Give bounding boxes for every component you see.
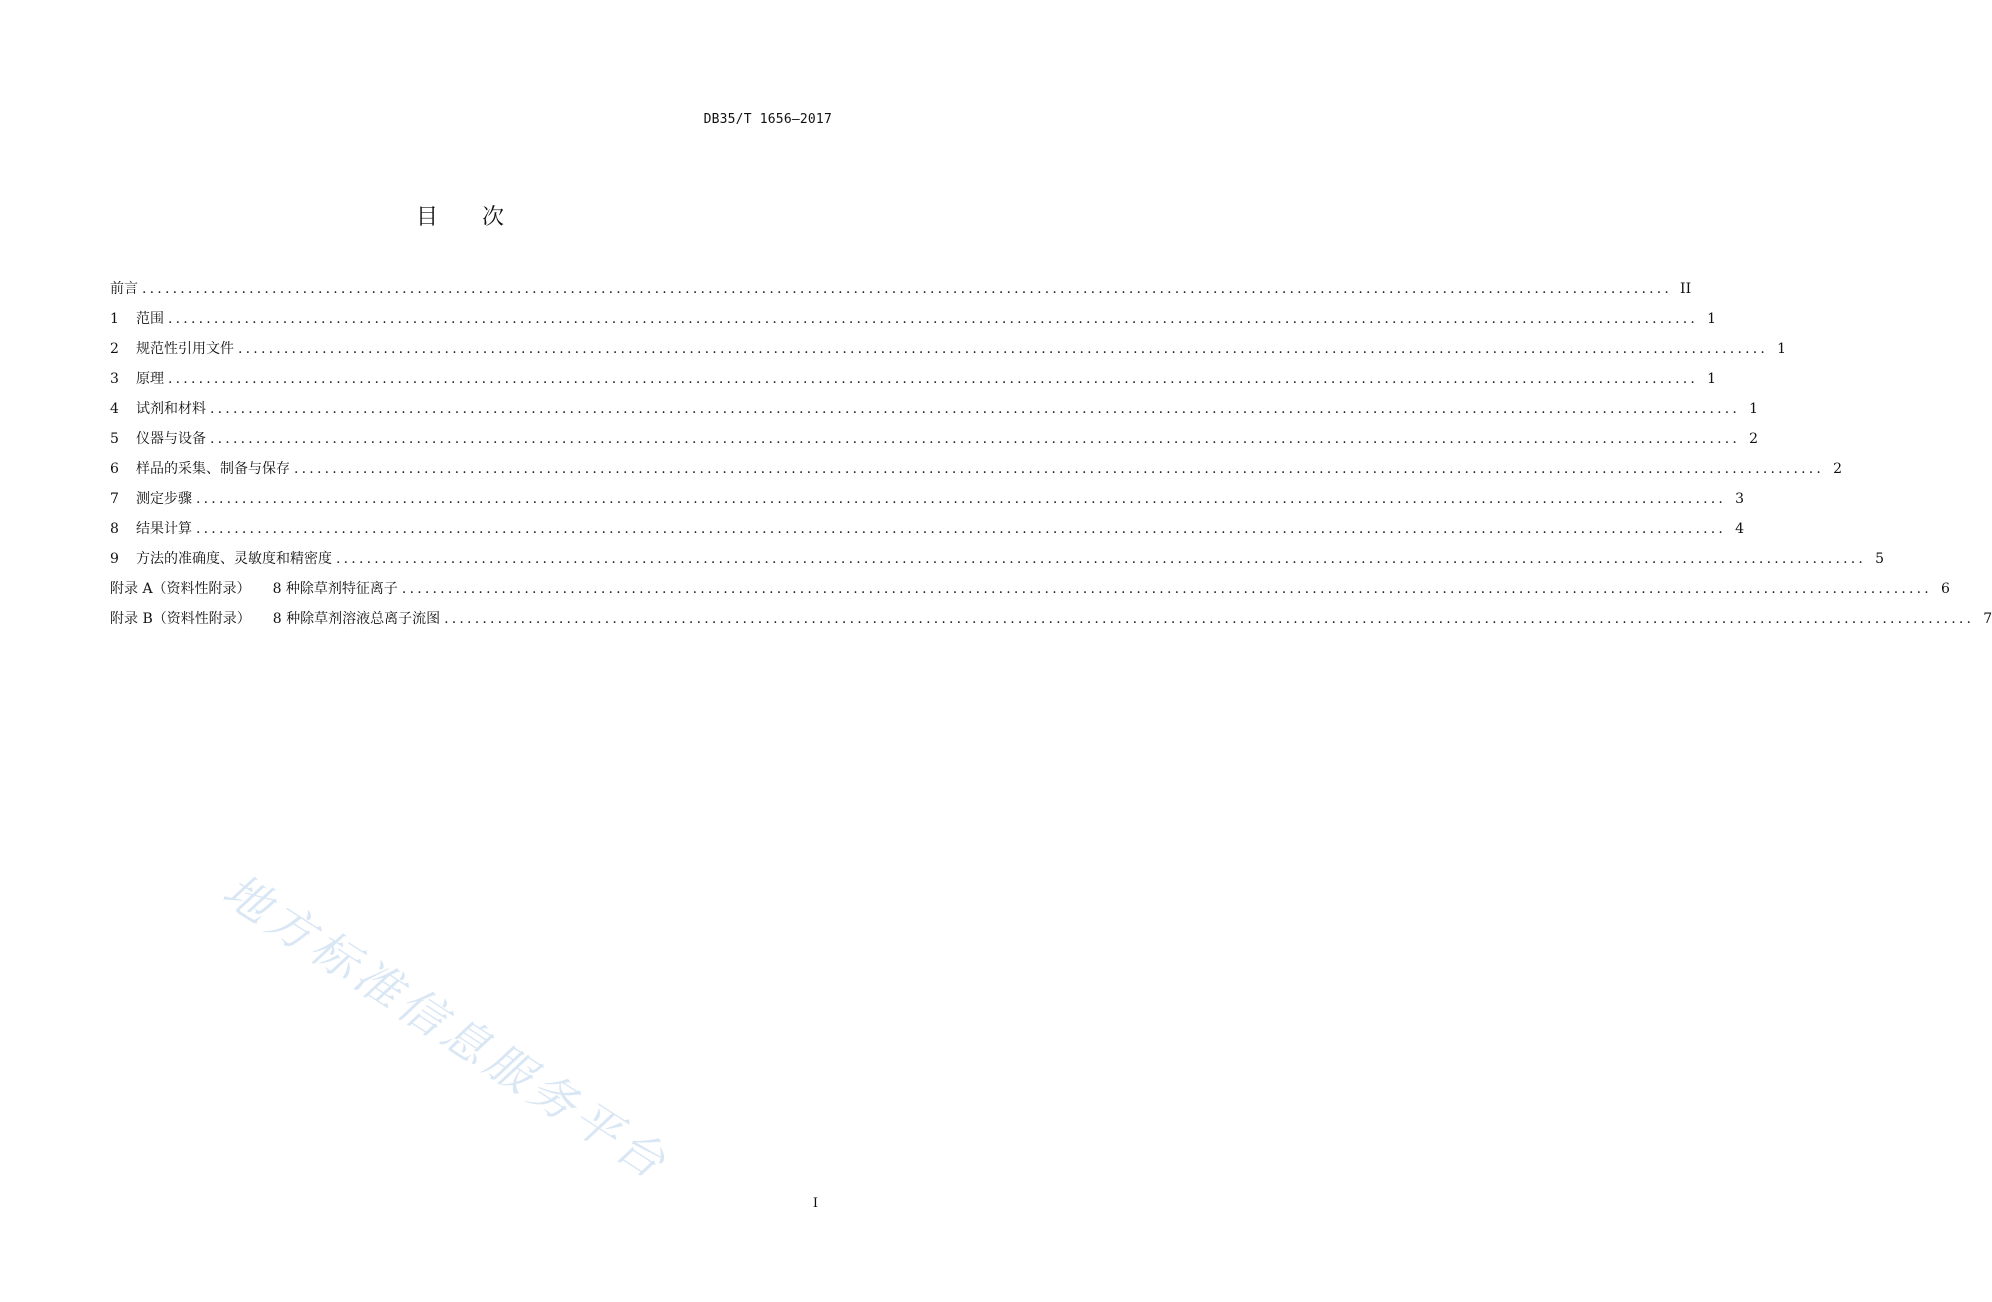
toc-entry-page: 1 <box>1749 401 1759 417</box>
toc-entry-annex-a[interactable] <box>110 578 1950 608</box>
toc-entry-label: 测定步骤 <box>136 491 192 507</box>
toc-entry-page: 1 <box>1707 311 1717 327</box>
toc-entry-normative-references[interactable] <box>110 338 1787 368</box>
toc-entry-number: 5 <box>110 431 119 447</box>
toc-title-part1: 目 <box>415 205 438 230</box>
toc-leader-dots: ........................................................................................................................................................................................................ <box>444 611 1975 627</box>
toc-title <box>0 200 920 231</box>
toc-entry-number: 4 <box>110 401 119 417</box>
page-number: I <box>812 1196 818 1211</box>
annex-title: 8 种除草剂溶液总离子流图 <box>272 611 441 627</box>
toc-entry-principle[interactable] <box>110 368 1717 398</box>
toc-leader-dots: ........................................................................................................................................................................................................ <box>142 281 1673 297</box>
toc-leader-dots: ........................................................................................................................................................................................................ <box>238 341 1769 357</box>
toc-entry-label: 方法的准确度、灵敏度和精密度 <box>136 551 332 567</box>
toc-entry-label: 前言 <box>110 281 138 297</box>
toc-leader-dots: ........................................................................................................................................................................................................ <box>168 371 1699 387</box>
toc-entry-number: 3 <box>110 371 119 387</box>
toc-entry-label: 试剂和材料 <box>136 401 206 417</box>
toc-leader-dots: ........................................................................................................................................................................................................ <box>196 491 1727 507</box>
toc-entry-label: 结果计算 <box>136 521 192 537</box>
toc-entry-sampling[interactable] <box>110 458 1843 488</box>
toc-entry-label <box>110 578 398 598</box>
toc-leader-dots: ........................................................................................................................................................................................................ <box>210 401 1741 417</box>
toc-entry-label: 范围 <box>136 311 164 327</box>
toc-entry-accuracy[interactable] <box>110 548 1885 578</box>
toc-entry-page: 7 <box>1983 611 1992 627</box>
toc-entry-label: 规范性引用文件 <box>136 341 234 357</box>
toc-leader-dots: ........................................................................................................................................................................................................ <box>401 581 1932 597</box>
toc-leader-dots: ........................................................................................................................................................................................................ <box>210 431 1741 447</box>
toc-entry-calculation[interactable] <box>110 518 1745 548</box>
toc-entry-number: 9 <box>110 551 119 567</box>
toc-entry-label: 原理 <box>136 371 164 387</box>
document-code: DB35/T 1656—2017 <box>703 112 832 127</box>
annex-title: 8 种除草剂特征离子 <box>272 581 398 597</box>
toc-entry-annex-b[interactable] <box>110 608 1992 638</box>
toc-entry-foreword[interactable] <box>110 278 1692 308</box>
toc-entry-page: 3 <box>1735 491 1745 507</box>
toc-title-part2: 次 <box>482 205 505 230</box>
toc-entry-scope[interactable] <box>110 308 1717 338</box>
toc-entry-label: 仪器与设备 <box>136 431 206 447</box>
toc-entry-page: 4 <box>1735 521 1745 537</box>
toc-entry-page: 1 <box>1707 371 1717 387</box>
toc-leader-dots: ........................................................................................................................................................................................................ <box>168 311 1699 327</box>
toc-entry-number: 6 <box>110 461 119 477</box>
toc-entry-number: 7 <box>110 491 119 507</box>
watermark: 地方标准信息服务平台 <box>213 862 680 1192</box>
toc-entry-page: 2 <box>1833 461 1843 477</box>
toc-entry-number: 8 <box>110 521 119 537</box>
toc-entry-procedure[interactable] <box>110 488 1745 518</box>
toc-entry-label <box>110 608 440 628</box>
annex-label: 附录 A（资料性附录） <box>110 581 251 597</box>
toc-entry-page: II <box>1680 281 1692 297</box>
toc-entry-label: 样品的采集、制备与保存 <box>136 461 290 477</box>
toc-entry-page: 2 <box>1749 431 1759 447</box>
toc-leader-dots: ........................................................................................................................................................................................................ <box>294 461 1825 477</box>
toc-leader-dots: ........................................................................................................................................................................................................ <box>336 551 1867 567</box>
toc-entry-reagents[interactable] <box>110 398 1759 428</box>
toc-entry-page: 5 <box>1875 551 1885 567</box>
toc-entry-page: 1 <box>1777 341 1787 357</box>
toc-leader-dots: ........................................................................................................................................................................................................ <box>196 521 1727 537</box>
toc-entry-apparatus[interactable] <box>110 428 1759 458</box>
annex-label: 附录 B（资料性附录） <box>110 611 251 627</box>
toc-entry-page: 6 <box>1941 581 1950 597</box>
toc-entry-number: 1 <box>110 311 119 327</box>
toc-list <box>110 278 1992 638</box>
toc-entry-number: 2 <box>110 341 119 357</box>
